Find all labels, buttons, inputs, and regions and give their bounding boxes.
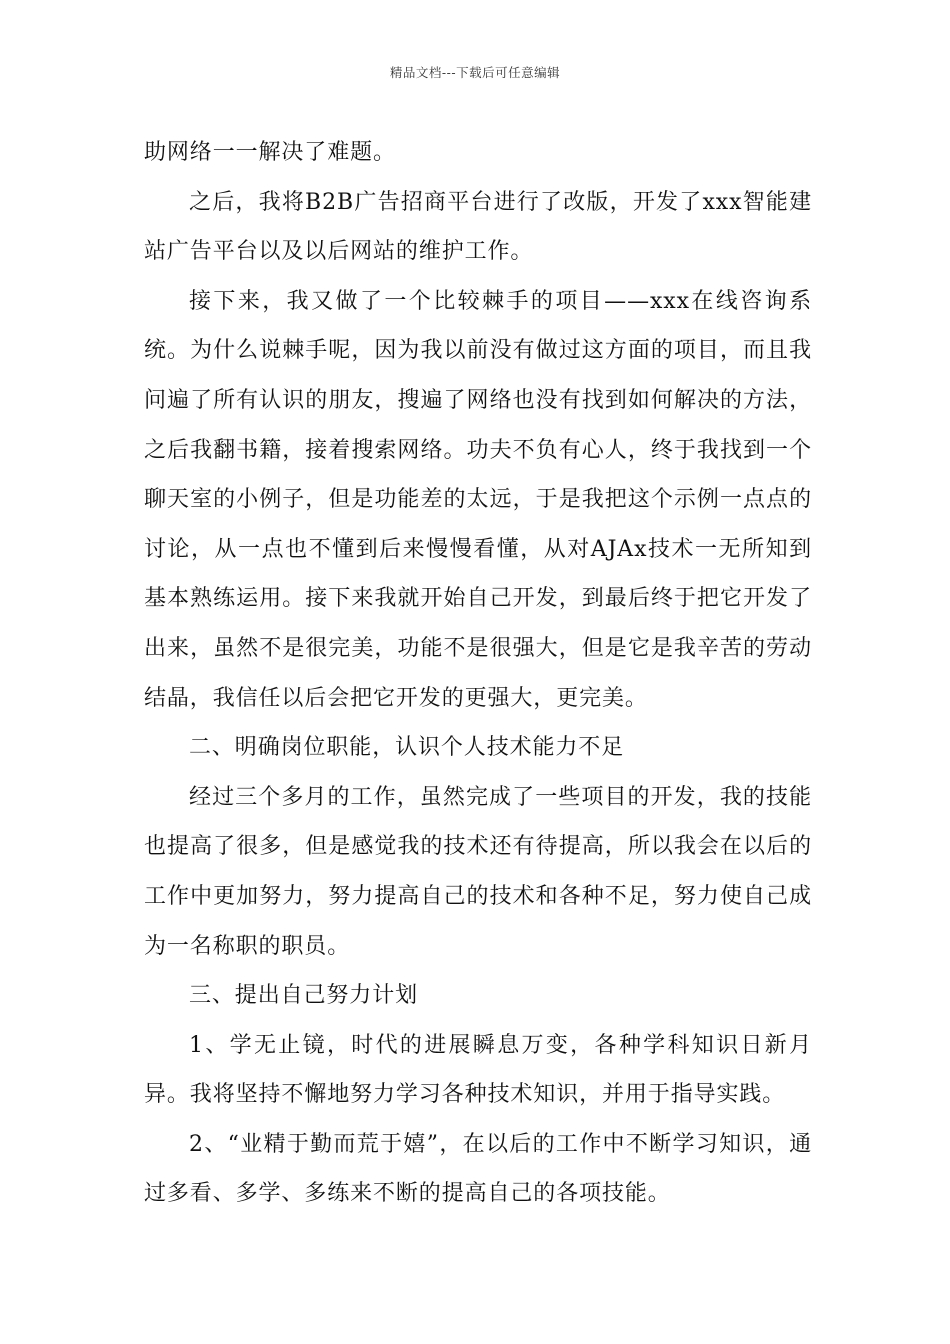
- paragraph-consulting-system: 接下来，我又做了一个比较棘手的项目——xxx在线咨询系统。为什么说棘手呢，因为我以前没有做过这方面的项目，而且我问遍了所有认识的朋友，搜遍了网络也没有找到如何解决的方法，之后我翻书籍，接着搜索网络。功夫不负有心人，终于我找到一个聊天室的小例子，但是功能差的太远，于是我把这个示例一点点的讨论，从一点也不懂到后来慢慢看懂，从对AJAx技术一无所知到基本熟练运用。接下来我就开始自己开发，到最后终于把它开发了出来，虽然不是很完美，功能不是很强大，但是它是我辛苦的劳动结晶，我信任以后会把它开发的更强大，更完美。: [144, 288, 812, 711]
- page-header: 精品文档---下载后可任意编辑: [389, 65, 561, 80]
- paragraph-continuation: 助网络一一解决了难题。: [144, 140, 396, 165]
- paragraph-skills: 经过三个多月的工作，虽然完成了一些项目的开发，我的技能也提高了很多，但是感觉我的技术还有待提高，所以我会在以后的工作中更加努力，努力提高自己的技术和各种不足，努力使自己成为一名称职的职员。: [144, 784, 812, 959]
- plan-item-1: 1、学无止镜，时代的进展瞬息万变，各种学科知识日新月异。我将坚持不懈地努力学习各种技术知识，并用于指导实践。: [144, 1032, 812, 1108]
- section-heading-three: 三、提出自己努力计划: [189, 983, 419, 1009]
- document-body: [144, 128, 812, 1219]
- section-heading-two: 二、明确岗位职能，认识个人技术能力不足: [189, 735, 625, 761]
- plan-item-2: 2、“业精于勤而荒于嬉”，在以后的工作中不断学习知识，通过多看、多学、多练来不断的提高自己的各项技能。: [144, 1131, 812, 1207]
- paragraph-redesign: 之后，我将B2B广告招商平台进行了改版，开发了xxx智能建站广告平台以及以后网站的维护工作。: [144, 189, 812, 265]
